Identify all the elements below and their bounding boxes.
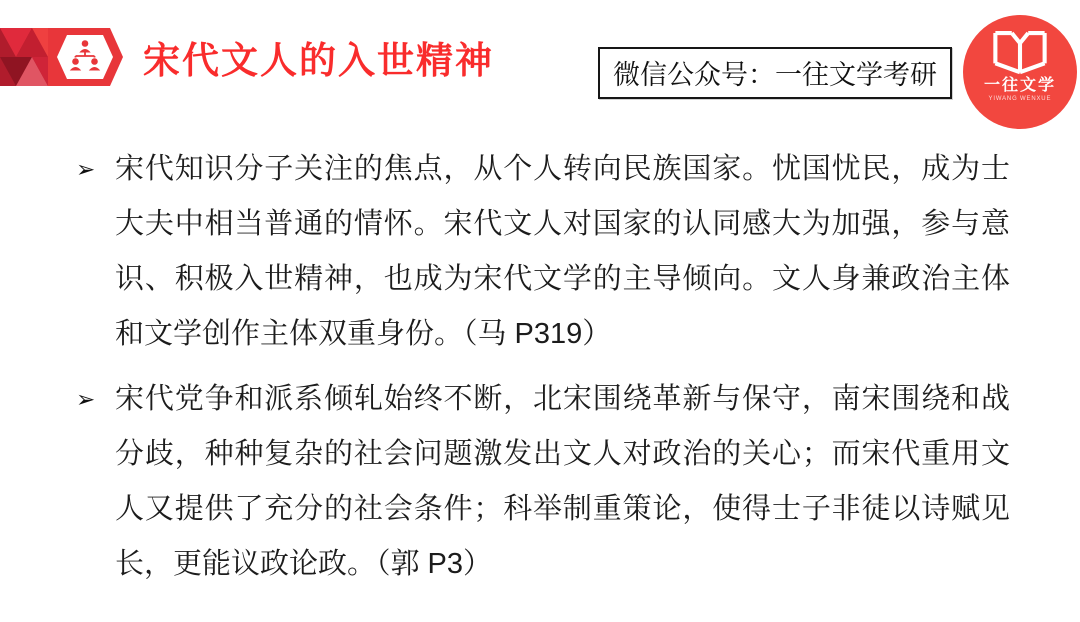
logo-subtitle: YIWANG WENXUE [988,95,1052,102]
banner-mosaic-icon [0,28,130,86]
arrow-bullet-icon: ➢ [76,386,96,412]
yiwang-logo [963,15,1077,129]
bullet-text-1: 宋代知识分子关注的焦点，从个人转向民族国家。忧国忧民，成为士大夫中相当普通的情怀。宋代文人对国家的认同感大为加强，参与意识、积极入世精神，也成为宋代文学的主导倾向。文人身兼政治主体和文学创作主体双重身份。（马 P319） [115,153,1010,350]
bullet-item-2 [76,372,1012,592]
slide-body [76,142,1012,602]
bullet-text-2: 宋代党争和派系倾轧始终不断，北宋围绕革新与保守，南宋围绕和战分歧，种种复杂的社会问题激发出文人对政治的关心；而宋代重用文人又提供了充分的社会条件；科举制重策论，使得士子非徒以诗赋见长，更能议政论政。（郭 P3） [115,383,1010,580]
bullet-item-1 [76,142,1012,362]
logo-name: 一往文学 [983,77,1056,94]
open-book-icon [989,28,1051,76]
page-title: 宋代文人的入世精神 [143,40,494,81]
arrow-bullet-icon: ➢ [76,156,96,182]
wechat-account-box: 微信公众号：一往文学考研 [598,47,952,99]
header-banner-graphic [0,28,130,86]
